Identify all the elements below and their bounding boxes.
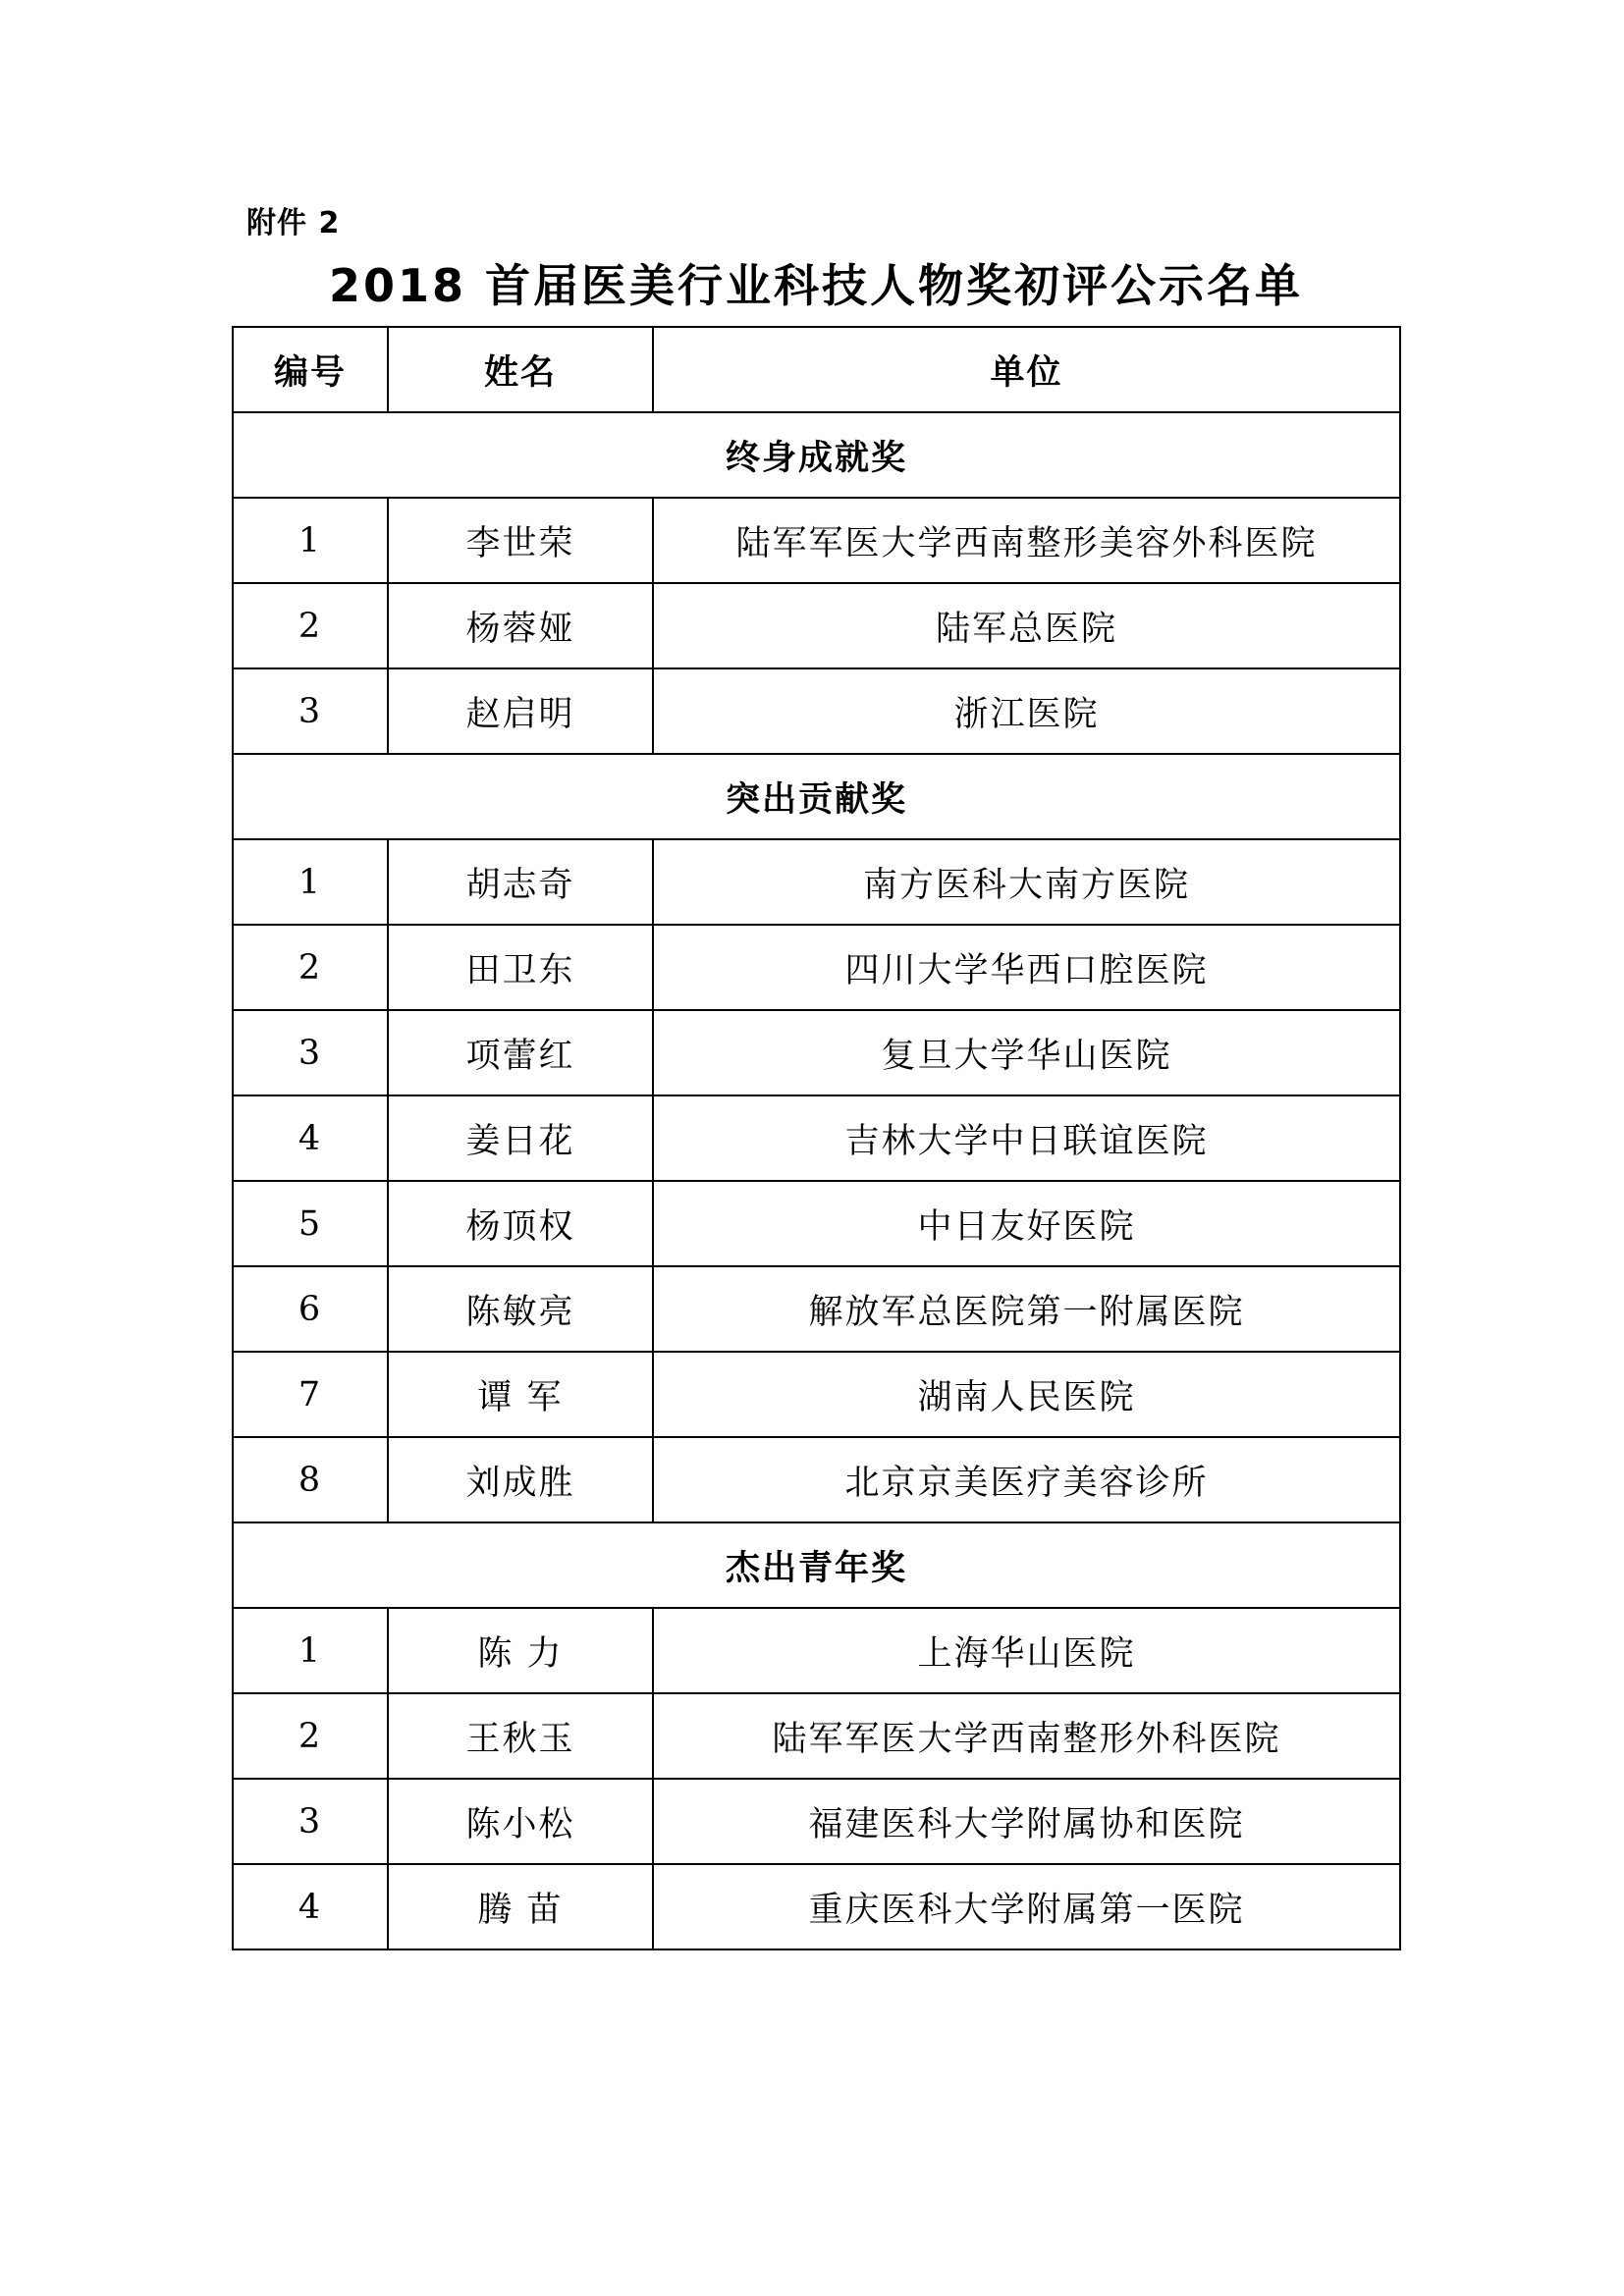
row-number: 5 [233,1181,388,1266]
header-name: 姓名 [388,327,653,412]
table-row [233,925,1400,1010]
table-row [233,1608,1400,1693]
row-unit: 四川大学华西口腔医院 [653,925,1400,1010]
row-name: 李世荣 [388,498,653,583]
row-name: 腾 苗 [388,1864,653,1949]
table-row [233,1095,1400,1181]
row-name: 陈 力 [388,1608,653,1693]
row-number: 3 [233,668,388,754]
row-unit: 重庆医科大学附属第一医院 [653,1864,1400,1949]
table-row [233,498,1400,583]
row-number: 8 [233,1437,388,1522]
row-unit: 上海华山医院 [653,1608,1400,1693]
table-row [233,1864,1400,1949]
row-number: 1 [233,498,388,583]
table-row [233,1779,1400,1864]
table-row [233,1010,1400,1095]
table-row [233,839,1400,925]
row-name: 谭 军 [388,1352,653,1437]
table-row [233,1693,1400,1779]
row-unit: 南方医科大南方医院 [653,839,1400,925]
table-row [233,1352,1400,1437]
row-unit: 吉林大学中日联谊医院 [653,1095,1400,1181]
table-row [233,1437,1400,1522]
row-unit: 北京京美医疗美容诊所 [653,1437,1400,1522]
row-name: 刘成胜 [388,1437,653,1522]
award-list-table [232,326,1401,1950]
row-name: 王秋玉 [388,1693,653,1779]
header-unit: 单位 [653,327,1400,412]
row-unit: 陆军军医大学西南整形外科医院 [653,1693,1400,1779]
page-title: 2018 首届医美行业科技人物奖初评公示名单 [328,259,1304,312]
row-name: 项蕾红 [388,1010,653,1095]
row-number: 4 [233,1095,388,1181]
row-name: 杨顶权 [388,1181,653,1266]
row-number: 2 [233,925,388,1010]
table-header-row [233,327,1400,412]
header-number: 编号 [233,327,388,412]
row-name: 陈敏亮 [388,1266,653,1352]
row-number: 1 [233,1608,388,1693]
attachment-label: 附件 2 [246,206,341,240]
row-unit: 福建医科大学附属协和医院 [653,1779,1400,1864]
row-number: 7 [233,1352,388,1437]
row-number: 3 [233,1010,388,1095]
row-number: 6 [233,1266,388,1352]
row-unit: 复旦大学华山医院 [653,1010,1400,1095]
row-unit: 浙江医院 [653,668,1400,754]
row-unit: 中日友好医院 [653,1181,1400,1266]
table-row [233,583,1400,668]
row-unit: 湖南人民医院 [653,1352,1400,1437]
table-row [233,1266,1400,1352]
row-name: 杨蓉娅 [388,583,653,668]
row-unit: 解放军总医院第一附属医院 [653,1266,1400,1352]
row-number: 2 [233,583,388,668]
row-unit: 陆军总医院 [653,583,1400,668]
row-number: 1 [233,839,388,925]
table-row [233,1181,1400,1266]
row-unit: 陆军军医大学西南整形美容外科医院 [653,498,1400,583]
row-name: 田卫东 [388,925,653,1010]
section-title: 杰出青年奖 [233,1522,1400,1608]
row-name: 胡志奇 [388,839,653,925]
row-number: 2 [233,1693,388,1779]
table-row [233,668,1400,754]
table-body [233,412,1400,1949]
row-number: 3 [233,1779,388,1864]
row-number: 4 [233,1864,388,1949]
section-row [233,754,1400,839]
section-title: 突出贡献奖 [233,754,1400,839]
row-name: 赵启明 [388,668,653,754]
row-name: 姜日花 [388,1095,653,1181]
section-title: 终身成就奖 [233,412,1400,498]
section-row [233,412,1400,498]
section-row [233,1522,1400,1608]
row-name: 陈小松 [388,1779,653,1864]
